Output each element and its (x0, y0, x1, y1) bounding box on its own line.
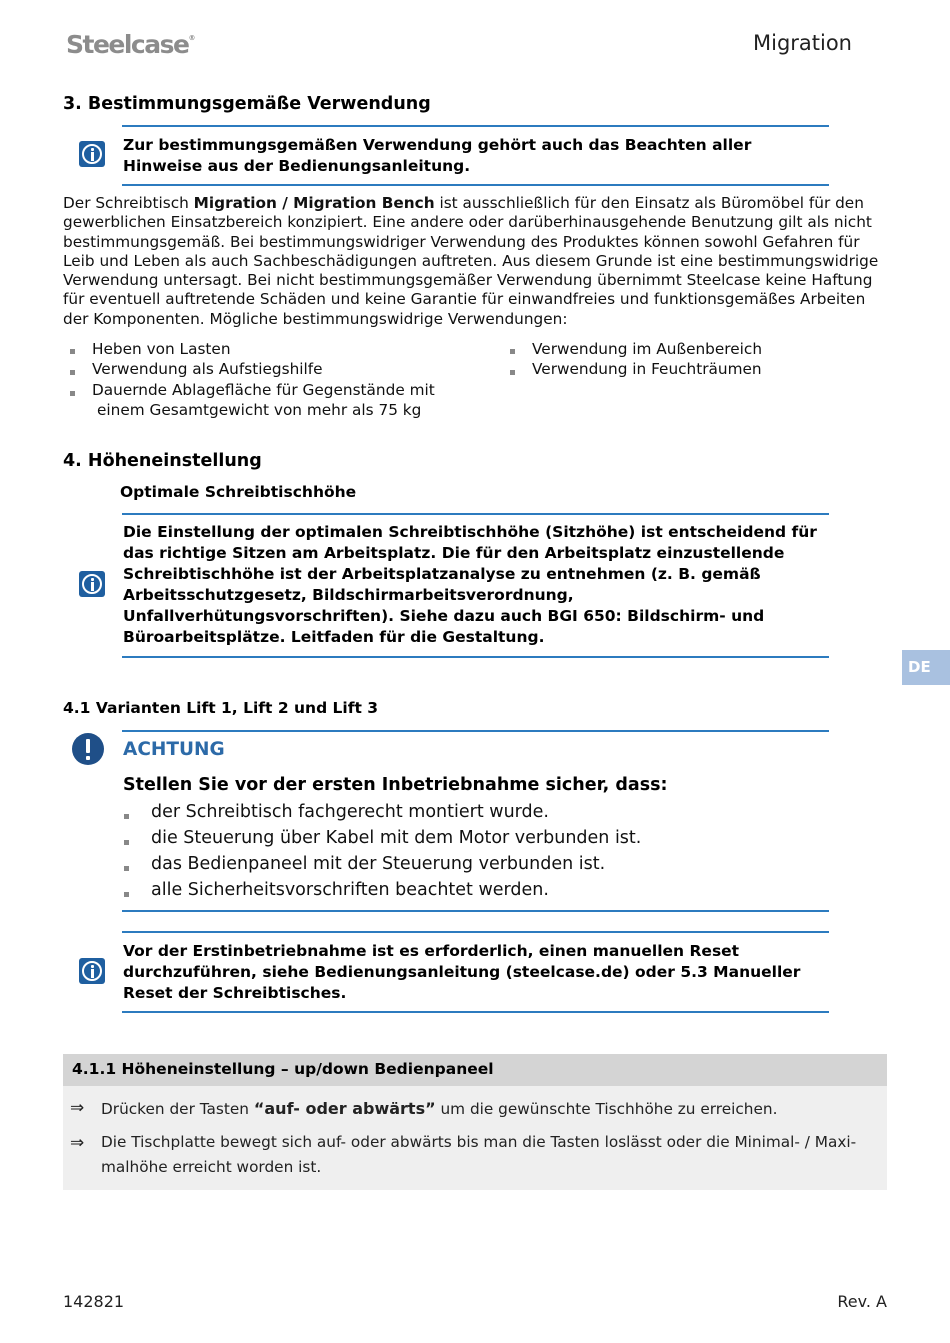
warning-intro: Stellen Sie vor der ersten Inbetriebnahme sicher, dass: (123, 775, 668, 795)
warning-title: ACHTUNG (123, 739, 225, 760)
divider (122, 910, 829, 912)
info-icon (79, 571, 105, 597)
info-note-2: Die Einstellung der optimalen Schreibtischhöhe (Sitzhöhe) ist entscheidend für das richtige Sitzen am Arbeitsplatz. Die für den Arbeitsplatz einzustellende Schreibtischhöhe ist der Arbeitsplatzanalyse zu entnehmen (z. B. gemäß Arbeitsschutzgesetz, Bildschirmarbeitsverordnung, Unfallverhütungsvorschriften). Siehe dazu auch BGI 650: Bildschirm- und Büroarbeitsplätze. Leitfaden für die Gestaltung. (123, 523, 817, 646)
list-bullet (70, 391, 75, 396)
list-item: Dauernde Ablagefläche für Gegenstände mit (92, 381, 435, 399)
list-bullet (124, 892, 129, 897)
list-item: Heben von Lasten (92, 340, 231, 358)
divider (122, 125, 829, 127)
divider (122, 513, 829, 515)
instruction-step-1: Drücken der Tasten “auf- oder abwärts” um die gewünschte Tischhöhe zu erreichen. (101, 1099, 778, 1118)
warning-icon (72, 733, 104, 765)
list-item: Verwendung im Außenbereich (532, 340, 763, 358)
info-icon (79, 958, 105, 984)
language-tab-de[interactable]: DE (902, 650, 950, 685)
info-note-3: Vor der Erstinbetriebnahme ist es erforderlich, einen manuellen Reset durchzuführen, siehe Bedienungsanleitung (steelcase.de) oder 5.3 Manueller Reset der Schreibtisches. (123, 942, 801, 1002)
section-4-1-1-header (63, 1054, 887, 1086)
divider (122, 931, 829, 933)
section-4-heading: 4. Höheneinstellung (63, 451, 262, 471)
warning-item: die Steuerung über Kabel mit dem Motor verbunden ist. (151, 828, 642, 848)
list-bullet (510, 370, 515, 375)
warning-item: der Schreibtisch fachgerecht montiert wurde. (151, 802, 549, 822)
list-bullet (510, 349, 515, 354)
divider (122, 656, 829, 658)
info-note-1: Zur bestimmungsgemäßen Verwendung gehört auch das Beachten aller Hinweise aus der Bedienungsanleitung. (123, 136, 752, 175)
instruction-step-2: Die Tischplatte bewegt sich auf- oder abwärts bis man die Tasten loslässt oder die Minimal- / Maxi- malhöhe erreicht worden ist. (101, 1133, 857, 1176)
warning-item: das Bedienpaneel mit der Steuerung verbunden ist. (151, 854, 606, 874)
section-4-subheading: Optimale Schreibtischhöhe (120, 483, 357, 501)
section-4-1-heading: 4.1 Varianten Lift 1, Lift 2 und Lift 3 (63, 699, 379, 717)
list-bullet (124, 840, 129, 845)
document-number: 142821 (63, 1292, 125, 1311)
info-icon (79, 141, 105, 167)
list-item: Verwendung als Aufstiegshilfe (92, 360, 323, 378)
list-bullet (124, 814, 129, 819)
list-bullet (70, 349, 75, 354)
list-bullet (124, 866, 129, 871)
arrow-right-icon: ⇒ (70, 1133, 85, 1153)
list-item: Verwendung in Feuchträumen (532, 360, 762, 378)
section-3-paragraph: Der Schreibtisch Migration / Migration Bench ist ausschließlich für den Einsatz als Büromöbel für den gewerblichen Einsatzbereich konzipiert. Eine andere oder darüberhinausgehende Benutzung gilt als nicht bestimmungsgemäß. Bei bestimmungswidriger Verwendung des Produktes können sowohl Gefahren für Leib und Leben als auch Sachbeschädigungen auftreten. Aus diesem Grunde ist eine bestimmungswidrige Verwendung untersagt. Bei nicht bestimmungsgemäßer Verwendung übernimmt Steelcase keine Haftung für eventuell auftretende Schäden und keine Garantie für einwandfreies und funktionsgemäßes Arbeiten der Komponenten. Mögliche bestimmungswidrige Verwendungen: (63, 194, 879, 328)
divider (122, 184, 829, 186)
divider (122, 1011, 829, 1013)
section-3-heading: 3. Bestimmungsgemäße Verwendung (63, 94, 431, 114)
document-title: Migration (752, 31, 852, 55)
warning-item: alle Sicherheitsvorschriften beachtet werden. (151, 880, 549, 900)
arrow-right-icon: ⇒ (70, 1098, 85, 1118)
steelcase-logo: Steelcase® (66, 30, 196, 59)
divider (122, 730, 829, 732)
list-bullet (70, 370, 75, 375)
list-item-continuation: einem Gesamtgewicht von mehr als 75 kg (97, 401, 422, 419)
revision: Rev. A (837, 1292, 887, 1311)
section-4-1-1-heading: 4.1.1 Höheneinstellung – up/down Bedienpaneel (72, 1060, 494, 1078)
